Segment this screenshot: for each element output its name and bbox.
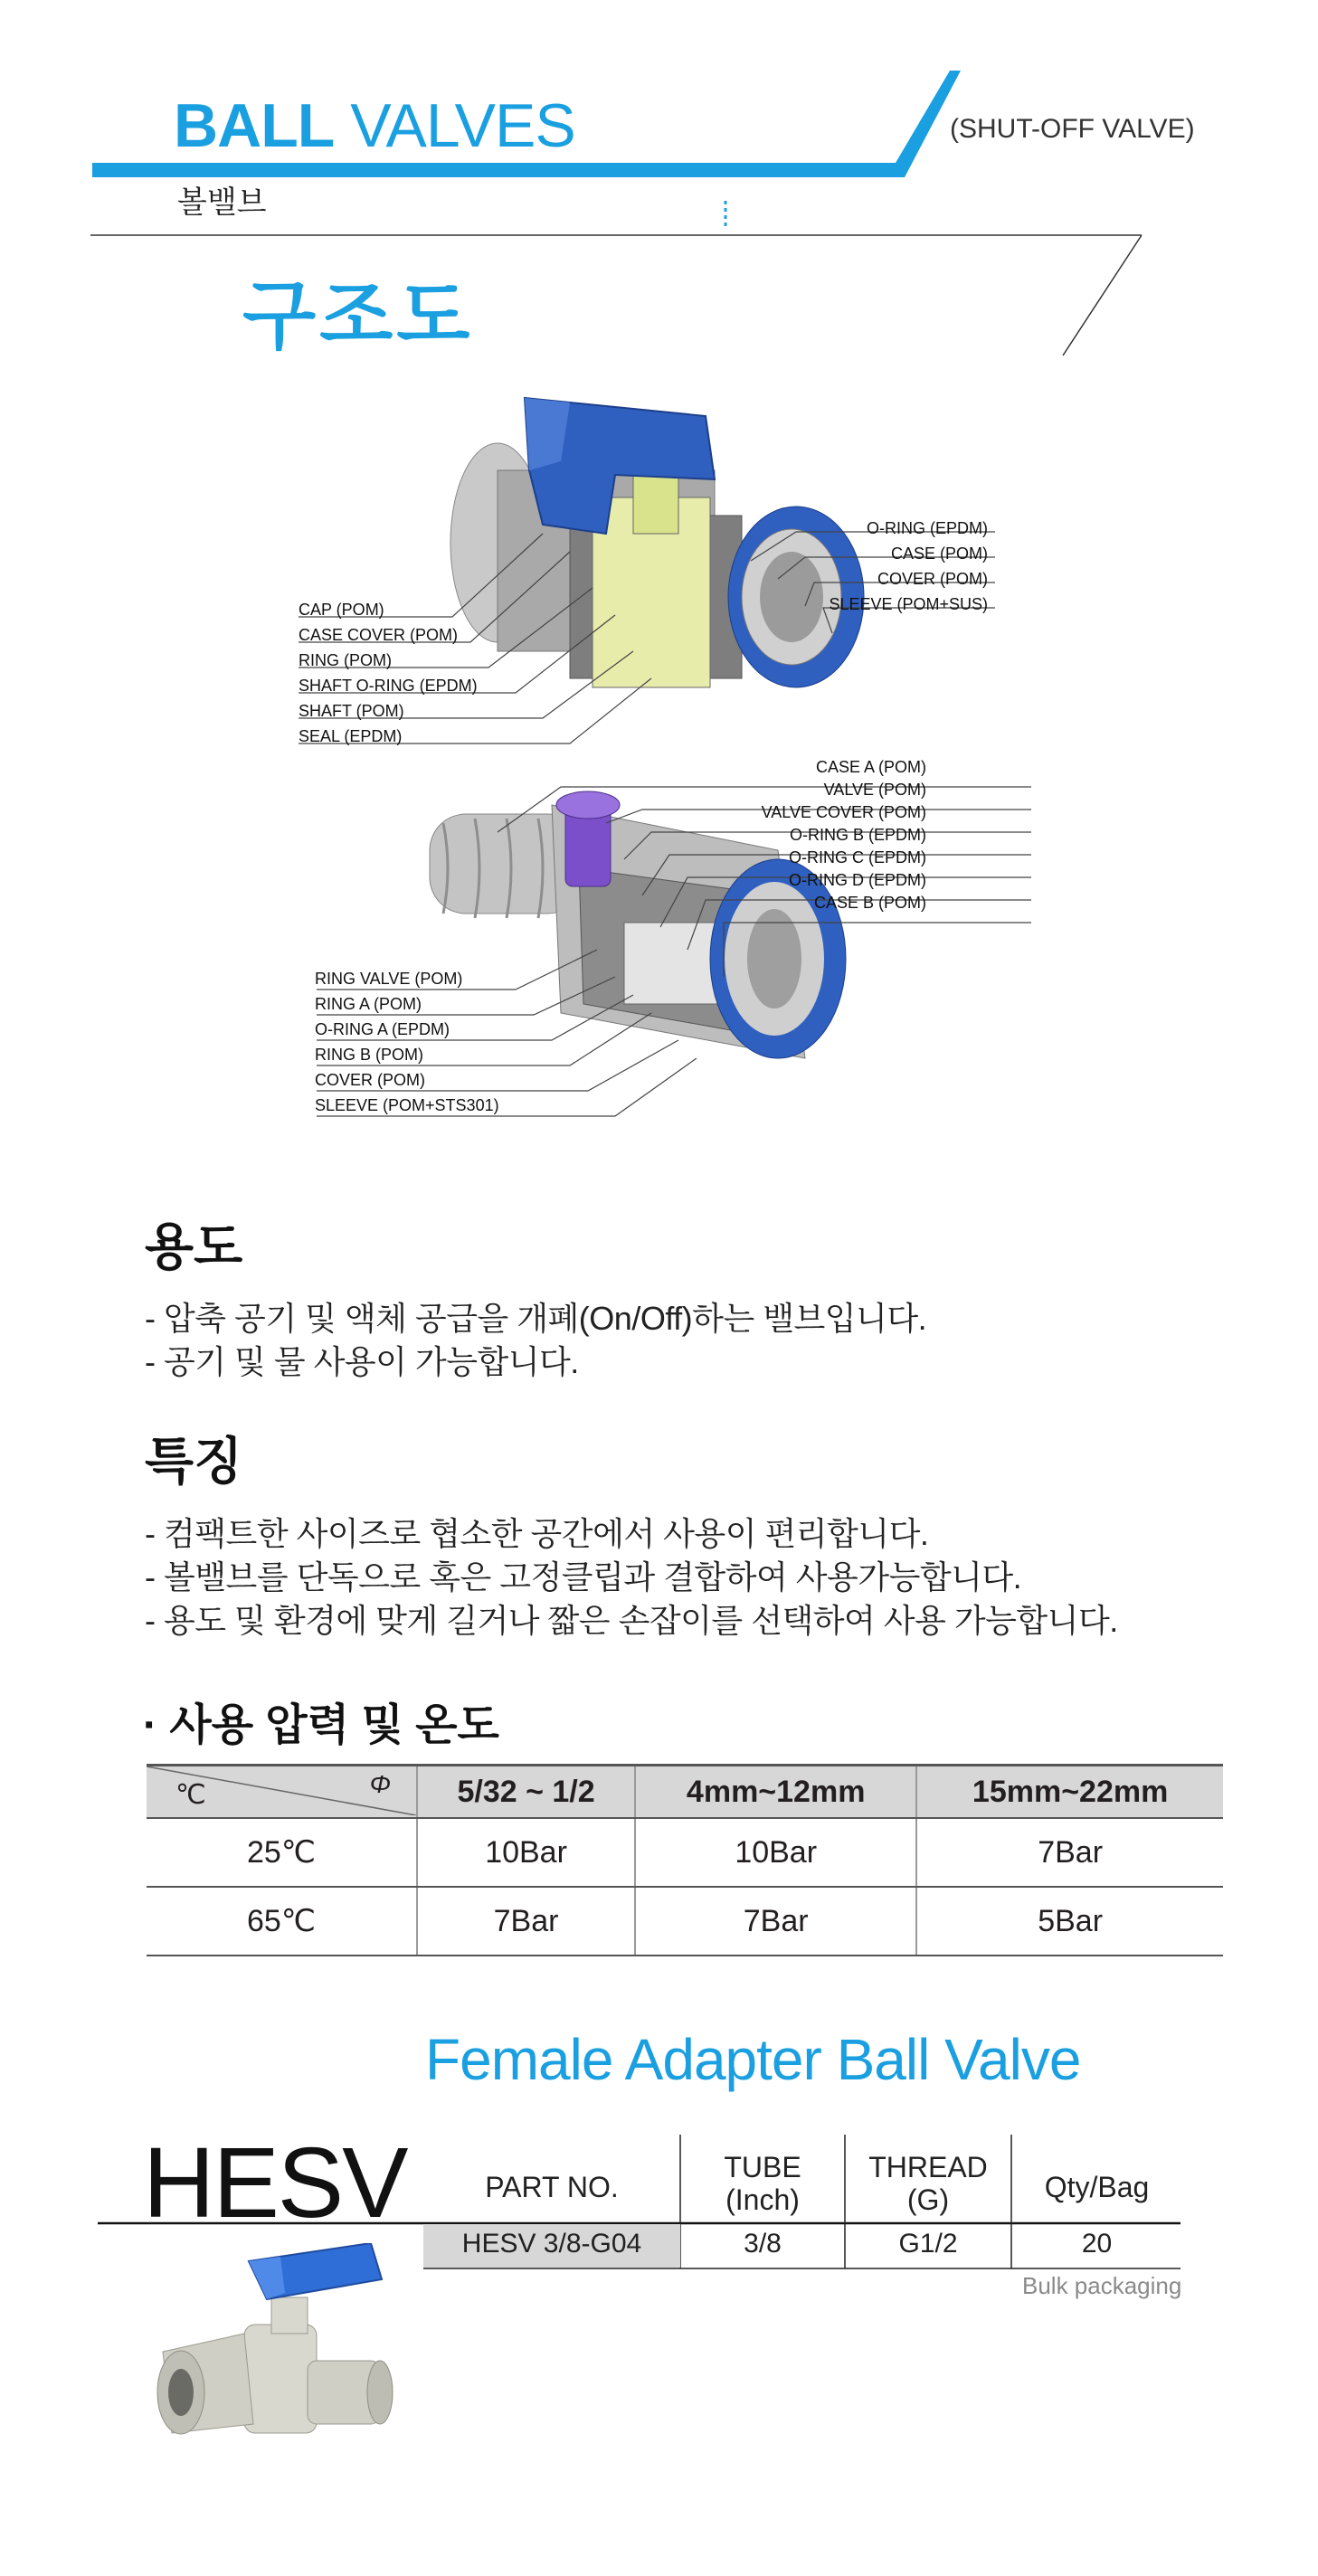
label-ring-b: RING B (POM) [315, 1046, 423, 1064]
label-case-cover: CASE COVER (POM) [299, 626, 459, 644]
table-cell: 7Bar [417, 1887, 635, 1956]
product-image [145, 2243, 416, 2478]
header-tube: TUBE (Inch) [724, 2151, 801, 2216]
structure-heading: 구조도 [242, 273, 474, 358]
corner-cell [147, 1766, 417, 1819]
product-model: HESV [143, 2127, 407, 2239]
corner-temp: ℃ [175, 1780, 206, 1810]
header-qty: Qty/Bag [1044, 2171, 1150, 2203]
feature-line-2: - 볼밸브를 단독으로 혹은 고정클립과 결합하여 사용가능합니다. [145, 1558, 1022, 1596]
page-title-korean: 볼밸브 [177, 185, 267, 220]
usage-line-2: - 공기 및 물 사용이 가능합니다. [145, 1343, 579, 1380]
table-row [147, 1818, 1223, 1887]
label-ring-a: RING A (POM) [315, 995, 422, 1013]
table-cell: 10Bar [417, 1818, 635, 1887]
feature-line-3: - 용도 및 환경에 맞게 길거나 짧은 손잡이를 선택하여 사용 가능합니다. [145, 1602, 1118, 1639]
row-temp: 65℃ [147, 1887, 417, 1956]
column-header: 5/32 ~ 1/2 [417, 1766, 635, 1819]
table-cell: 10Bar [635, 1818, 916, 1887]
cell-thread: G1/2 [898, 2229, 958, 2259]
column-header: 4mm~12mm [635, 1766, 916, 1819]
header-divider-slant [1063, 235, 1142, 355]
label-seal: SEAL (EPDM) [299, 727, 403, 745]
column-header: 15mm~22mm [916, 1766, 1223, 1819]
label-valve: VALVE (POM) [823, 781, 926, 799]
usage-heading: 용도 [145, 1218, 243, 1275]
table-cell: 7Bar [916, 1818, 1223, 1887]
cell-qty: 20 [1081, 2229, 1113, 2259]
header-part-no: PART NO. [485, 2171, 619, 2203]
pressure-table [147, 1764, 1223, 1956]
product-title: Female Adapter Ball Valve [425, 2027, 1081, 2092]
packaging-note: Bulk packaging [1022, 2272, 1182, 2299]
label-valve-cover: VALVE COVER (POM) [761, 803, 926, 821]
features-heading: 특징 [145, 1433, 243, 1490]
label-sleeve: SLEEVE (POM+SUS) [829, 595, 988, 613]
label-case-a: CASE A (POM) [815, 758, 926, 776]
page-title: BALL VALVES [174, 91, 575, 160]
pressure-table-header [147, 1766, 1223, 1819]
table-cell: 5Bar [916, 1887, 1223, 1956]
cell-part-no: HESV 3/8-G04 [461, 2229, 642, 2259]
label-o-ring-c: O-RING C (EPDM) [789, 848, 926, 867]
label-cover-2: COVER (POM) [315, 1071, 426, 1089]
label-o-ring-b: O-RING B (EPDM) [790, 826, 926, 844]
label-case: CASE (POM) [890, 545, 988, 563]
label-shaft: SHAFT (POM) [299, 702, 404, 720]
label-shaft-o-ring: SHAFT O-RING (EPDM) [299, 677, 478, 695]
row-temp: 25℃ [147, 1818, 417, 1887]
pressure-heading: · 사용 압력 및 온도 [143, 1701, 499, 1749]
label-case-b: CASE B (POM) [813, 894, 926, 912]
corner-dia: Φ [369, 1770, 391, 1798]
label-o-ring-a: O-RING A (EPDM) [315, 1020, 450, 1038]
label-cap: CAP (POM) [299, 601, 384, 619]
usage-line-1: - 압축 공기 및 액체 공급을 개폐(On/Off)하는 밸브입니다. [145, 1300, 927, 1337]
label-o-ring-d: O-RING D (EPDM) [789, 871, 926, 889]
table-cell: 7Bar [635, 1887, 916, 1956]
feature-line-1: - 컴팩트한 사이즈로 협소한 공간에서 사용이 편리합니다. [145, 1515, 929, 1552]
label-ring: RING (POM) [299, 651, 392, 669]
cell-tube: 3/8 [744, 2229, 782, 2259]
header-thread: THREAD (G) [868, 2151, 988, 2216]
page-subtitle: (SHUT-OFF VALVE) [950, 114, 1195, 144]
label-ring-valve: RING VALVE (POM) [315, 970, 463, 988]
label-sleeve-2: SLEEVE (POM+STS301) [315, 1096, 499, 1114]
table-row [147, 1887, 1223, 1956]
label-o-ring: O-RING (EPDM) [867, 519, 988, 537]
label-cover: COVER (POM) [877, 570, 988, 588]
